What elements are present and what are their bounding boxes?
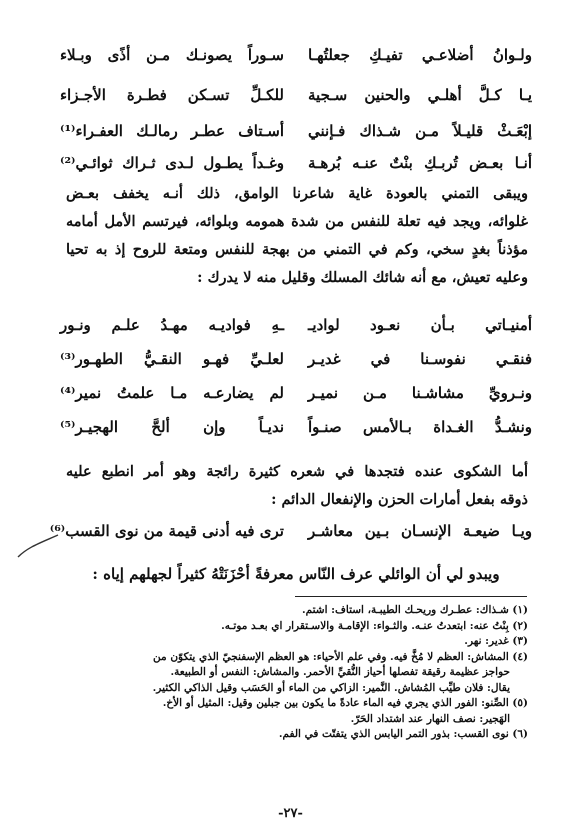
- paragraph-line: وعليه تعيش، مع أنه شائك المسلك وقليل منه لا يدرك :: [197, 269, 528, 286]
- verse-second-hemistich: سـوراً يصونـك مـن أذًى وبـلاء: [60, 46, 284, 64]
- margin-swash-mark: [14, 525, 62, 565]
- verse-first-hemistich: أمنيـاتي بـأن نعـود لواديـ: [308, 316, 532, 334]
- footnote-line: الهَجير: نصف النهار عند اشتداد الحَرّ.: [350, 712, 510, 725]
- verse-second-hemistich: نديـاً وإن ألحَّ الهجيـر⁽⁵⁾: [60, 418, 284, 436]
- paragraph-line: ذوقه بفعل أمارات الحزن والإنفعال الدائم :: [271, 491, 528, 508]
- footnote-line: (٢) بِنْتُ عنه: ابتعدتُ عنـه. والثـواء: الإقامـة والاسـتقرار اي بعـد موتـه.: [221, 619, 528, 632]
- verse-second-hemistich: لم يضارعـه مـا علمتُ نمير⁽⁴⁾: [60, 384, 284, 402]
- paragraph-line: ويبقى التمني بالعودة غاية شاعرنا الوامق، ذلك أنـه يخفف بعـض: [66, 185, 528, 202]
- verse-second-hemistich: أسـتاف عطـر رمالـك العفـراء⁽¹⁾: [60, 122, 284, 140]
- verse-line: [49, 518, 532, 544]
- verse-second-hemistich: للكـلِّ تسـكن فطـرة الأجـزاء: [60, 86, 284, 104]
- verse-second-hemistich: لعلـيِّ فهـو النقـيُّ الطهـور⁽³⁾: [60, 350, 284, 368]
- verse-line: [60, 118, 532, 144]
- page-number: -٢٧-: [278, 806, 303, 821]
- body-paragraph: [66, 180, 528, 292]
- verse-first-hemistich: ونشـدُّ الغـداة بـالأمس صنـواً: [308, 418, 532, 436]
- verse-second-hemistich: ـهِ فواديـه مهـدُ علـم ونـور: [60, 316, 284, 334]
- verse-first-hemistich: ويـا ضيعـة الإنسـان بـين معاشـر: [308, 522, 532, 540]
- footnotes-block: [80, 603, 528, 743]
- verse-first-hemistich: إبْعَـثْ قليـلاً مـن شـذاك فـإنني: [308, 122, 532, 140]
- footnote-line: (٤) المشاش: العظم لا مُخَّ فيه. وفي علم الأحياء: هو العظم الإسفنجيّ الذي يتكوّن من: [153, 650, 528, 663]
- footnote-line: (٦) نوى القسب: بذور التمر اليابس الذي يتفتّت في الفم.: [278, 728, 528, 740]
- centered-sentence: ويبدو لي أن الوائلي عرف النّاس معرفةً أحْزَنَتْهُ كثيراً لجهلهم إياه :: [92, 565, 500, 583]
- verse-line: [60, 346, 532, 372]
- verse-line: [60, 82, 532, 108]
- footnote-line: (١) شـذاك: عطـرك وريحـك الطيبـة، استاف: اشتم.: [301, 604, 528, 616]
- verse-first-hemistich: يـا كـلَّ أهلـي والحنين سـجية: [308, 86, 532, 104]
- verse-second-hemistich: وغـداً يطـول لـدى ثـراك ثوائـي⁽²⁾: [60, 154, 284, 172]
- verse-line: [60, 150, 532, 176]
- footnote-line: (٥) الصِّنو: الفور الذي يجري فيه الماء عادةً ما يكون بين جبلين وقيل: المثيل أو الأخ.: [162, 697, 528, 709]
- paragraph-line: أما الشكوى عنده فتجدها في شعره كثيرة رائجة وهو أمر انطبع عليه: [66, 463, 528, 480]
- footnote-line: يقال: فلان طيِّب المُشاش. النَّمير: الزاكي من الماء أو الحَسَب وقيل الذاكي الكثير.: [152, 681, 510, 694]
- verse-second-hemistich: ترى فيه أدنى قيمة من نوى القسب⁽⁶⁾: [49, 522, 284, 540]
- verse-line: [60, 42, 532, 68]
- verse-first-hemistich: ولـوانُ أضلاعـي تفيـكِ جعلتُهـا: [308, 46, 532, 64]
- verse-first-hemistich: أنـا بعـض تُربـكِ بنْتٌ عنـه بُرهـة: [308, 154, 532, 172]
- verse-first-hemistich: ونـرويِّ مشاشـنا مـن نميـر: [308, 384, 532, 402]
- verse-line: [60, 312, 532, 338]
- paragraph-line: غلوائه، ويجد فيه تعلة للنفس من شدة همومه وبلوائه، فيرتسم الأمل أمامه: [66, 213, 528, 230]
- paragraph-line: مؤذناً بغدٍ سخي، وكم في التمني من بهجة للنفس ومتعة للروح إذ به تحيا: [66, 241, 528, 258]
- verse-line: [60, 380, 532, 406]
- footnote-line: (٣) غدير: نهر.: [464, 635, 528, 647]
- verse-line: [60, 414, 532, 440]
- body-paragraph: [66, 458, 528, 514]
- verse-first-hemistich: فنقـي نفوسـنا في غديـر: [308, 350, 532, 368]
- footnote-line: حواجز عظيمة رقيقة تفصلها أحياز النُّقيِّ الأحمر. والمشاش: النفس أو الطبيعة.: [170, 666, 510, 678]
- footnote-separator: [295, 596, 527, 597]
